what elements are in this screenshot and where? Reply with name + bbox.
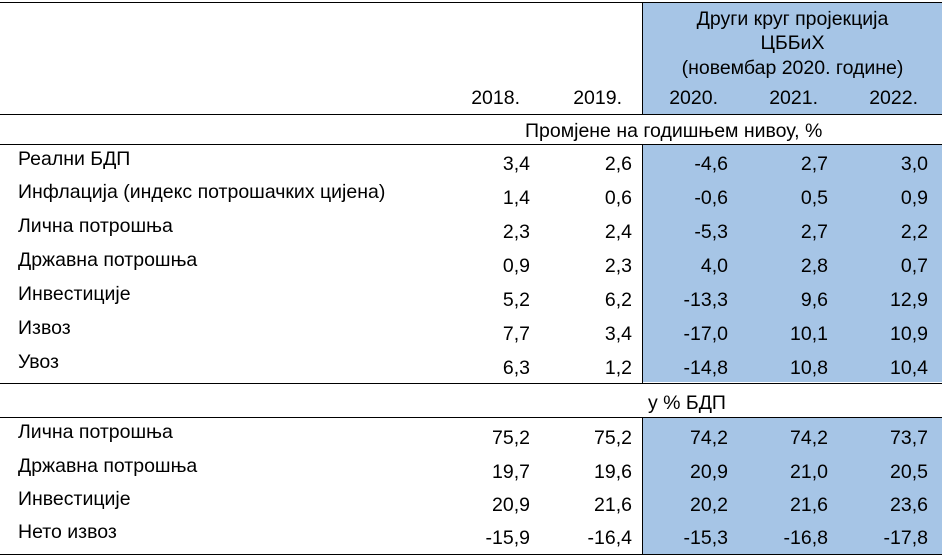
- row-label: Реални БДП: [18, 148, 131, 170]
- cell-2018: 75,2: [492, 427, 530, 449]
- cell-2018: 3,4: [502, 153, 530, 175]
- cell-2018: -15,9: [485, 527, 530, 549]
- cell-2020: -0,6: [694, 187, 728, 209]
- cell-2020: -4,6: [694, 153, 728, 175]
- section1-heading: Промјене на годишњем нивоу, %: [525, 120, 823, 142]
- rule-top: [0, 2, 942, 3]
- year-header-2022: 2022.: [869, 87, 918, 109]
- section2-heading: у % БДП: [648, 392, 726, 414]
- cell-2019: 19,6: [594, 461, 632, 483]
- cell-2019: 2,3: [604, 255, 632, 277]
- cell-2020: -13,3: [683, 289, 728, 311]
- cell-2020: -15,3: [683, 527, 728, 549]
- cell-2020: 20,9: [690, 461, 728, 483]
- rule-header-bottom: [0, 114, 942, 115]
- cell-2020: -5,3: [694, 221, 728, 243]
- year-header-2020: 2020.: [669, 87, 718, 109]
- cell-2021: -16,8: [783, 527, 828, 549]
- projection-header-line-3: (новембар 2020. године): [681, 57, 904, 79]
- cell-2022: 10,9: [890, 323, 928, 345]
- cell-2018: 20,9: [492, 494, 530, 516]
- cell-2019: 3,4: [604, 323, 632, 345]
- cell-2022: 3,0: [900, 153, 928, 175]
- cell-2021: 9,6: [800, 289, 828, 311]
- year-header-2019: 2019.: [573, 87, 622, 109]
- cell-2020: -17,0: [683, 323, 728, 345]
- cell-2018: 5,2: [502, 289, 530, 311]
- cell-2021: 2,7: [800, 221, 828, 243]
- rule-section2-top: [0, 417, 942, 418]
- cell-2021: 2,8: [800, 255, 828, 277]
- cell-2019: 6,2: [604, 289, 632, 311]
- cell-2019: 2,4: [604, 221, 632, 243]
- projection-header-line-2: ЦББиХ: [760, 32, 825, 54]
- cell-2018: 2,3: [502, 221, 530, 243]
- row-label: Нето извоз: [18, 521, 117, 543]
- cell-2021: 10,1: [790, 323, 828, 345]
- cell-2022: 0,9: [900, 187, 928, 209]
- cell-2020: 74,2: [690, 427, 728, 449]
- cell-2019: 0,6: [604, 187, 632, 209]
- cell-2022: 20,5: [890, 461, 928, 483]
- cell-2018: 6,3: [502, 357, 530, 379]
- cell-2022: 10,4: [890, 357, 928, 379]
- cell-2018: 7,7: [502, 323, 530, 345]
- projection-header-line-1: Други круг пројекција: [696, 8, 889, 30]
- cell-2020: 4,0: [700, 255, 728, 277]
- cell-2022: 0,7: [900, 255, 928, 277]
- cell-2022: 2,2: [900, 221, 928, 243]
- rule-section1-top: [0, 144, 942, 145]
- cell-2019: 2,6: [604, 153, 632, 175]
- cell-2021: 10,8: [790, 357, 828, 379]
- row-label: Увоз: [18, 351, 59, 373]
- rule-section2-heading: [0, 383, 942, 384]
- cell-2020: 20,2: [690, 494, 728, 516]
- rule-bottom: [0, 554, 942, 555]
- cell-2019: 21,6: [594, 494, 632, 516]
- cell-2019: 1,2: [604, 357, 632, 379]
- row-label: Инвестиције: [18, 488, 131, 510]
- cell-2021: 74,2: [790, 427, 828, 449]
- cell-2021: 21,6: [790, 494, 828, 516]
- row-label: Државна потрошња: [18, 249, 198, 271]
- cell-2022: 73,7: [890, 427, 928, 449]
- cell-2022: 23,6: [890, 494, 928, 516]
- row-label: Лична потрошња: [18, 215, 173, 237]
- row-label: Инфлација (индекс потрошачких цијена): [18, 181, 386, 203]
- cell-2022: 12,9: [890, 289, 928, 311]
- cell-2018: 19,7: [492, 461, 530, 483]
- cell-2019: -16,4: [587, 527, 632, 549]
- cell-2018: 0,9: [502, 255, 530, 277]
- cell-2021: 2,7: [800, 153, 828, 175]
- cell-2020: -14,8: [683, 357, 728, 379]
- cell-2022: -17,8: [883, 527, 928, 549]
- row-label: Државна потрошња: [18, 455, 198, 477]
- cell-2021: 21,0: [790, 461, 828, 483]
- year-header-2021: 2021.: [769, 87, 818, 109]
- cell-2021: 0,5: [800, 187, 828, 209]
- cell-2018: 1,4: [502, 187, 530, 209]
- year-header-2018: 2018.: [471, 87, 520, 109]
- row-label: Инвестиције: [18, 283, 131, 305]
- row-label: Лична потрошња: [18, 421, 173, 443]
- row-label: Извоз: [18, 317, 71, 339]
- cell-2019: 75,2: [594, 427, 632, 449]
